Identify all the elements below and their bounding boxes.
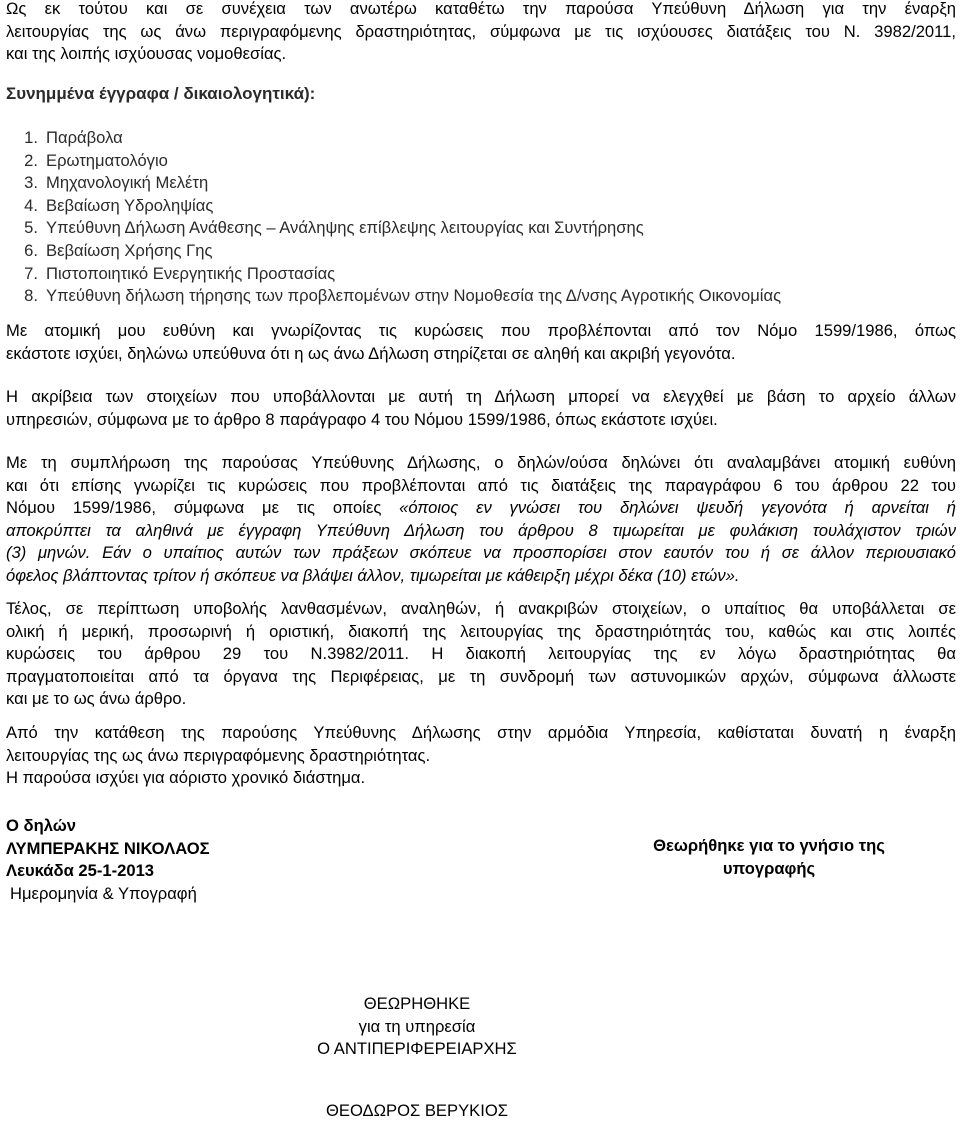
accuracy-line: υπηρεσιών, σύμφωνα με το άρθρο 8 παράγραφο 4 του Νόμου 1599/1986, όπως εκάστοτε ισχύει. — [6, 409, 718, 429]
approval-role: Ο ΑΝΤΙΠΕΡΙΦΕΡΕΙΑΡΧΗΣ — [317, 1039, 517, 1059]
accuracy-line: Η ακρίβεια των στοιχείων που υποβάλλονται με αυτή τη Δήλωση μπορεί να ελεγχθεί με βάση το αρχείο άλλων — [6, 387, 956, 406]
intro-line: και της λοιπής ισχύουσας νομοθεσίας. — [6, 44, 287, 64]
false-info-line: κυρώσεις του άρθρου 29 του Ν.3982/2011. Η διακοπή λειτουργίας της εν λόγω δραστηριότητας θα — [6, 644, 956, 664]
attachment-item — [6, 217, 946, 240]
item-number: 6. — [24, 240, 38, 260]
intro-paragraph — [6, 0, 956, 66]
attachments-heading: Συνημμένα έγγραφα / δικαιολογητικά): — [6, 84, 316, 103]
declarant-name: ΛΥΜΠΕΡΑΚΗΣ ΝΙΚΟΛΑΟΣ — [6, 838, 210, 858]
attachment-item — [6, 127, 946, 150]
item-number: 7. — [24, 263, 38, 283]
attachment-item — [6, 263, 946, 286]
attachments-list — [6, 127, 946, 308]
official-name: ΘΕΟΔΩΡΟΣ ΒΕΡΥΚΙΟΣ — [326, 1101, 508, 1120]
completion-line — [6, 497, 956, 520]
declarant-label: Ο δηλών — [6, 816, 76, 835]
item-label: Υπεύθυνη Δήλωση Ανάθεσης – Ανάληψης επίβλεψης λειτουργίας και Συντήρησης — [46, 218, 644, 238]
item-label: Παράβολα — [46, 128, 123, 147]
authenticity-block — [634, 835, 904, 880]
completion-line: και ότι επίσης γνωρίζει τις κυρώσεις που προβλέπονται από τις διατάξεις της παραγράφου 6 του άρθρου 22 του — [6, 475, 956, 495]
approval-service-line: για τη υπηρεσία — [358, 1016, 476, 1036]
completion-paragraph — [6, 452, 956, 588]
responsibility-line: Με ατομική μου ευθύνη και γνωρίζοντας τις κυρώσεις που προβλέπονται από τον Νόμο 1599/1986, όπως — [6, 321, 956, 340]
intro-line: Ως εκ τούτου και σε συνέχεια των ανωτέρω καταθέτω την παρούσα Υπεύθυνη Δήλωση για την έναρξη — [6, 0, 956, 18]
attachment-item — [6, 285, 946, 308]
item-label: Μηχανολογική Μελέτη — [46, 173, 209, 193]
false-info-paragraph — [6, 598, 956, 711]
responsibility-paragraph — [6, 320, 956, 365]
item-number: 5. — [24, 218, 38, 238]
approval-block — [262, 993, 572, 1061]
place-date: Λευκάδα 25-1-2013 — [6, 861, 155, 881]
attachment-item — [6, 150, 946, 173]
item-number: 2. — [24, 150, 38, 170]
date-signature-caption: Ημερομηνία & Υπογραφή — [10, 883, 197, 903]
declarant-signature-block — [6, 815, 210, 905]
item-label: Ερωτηματολόγιο — [46, 150, 168, 170]
completion-line-plain: Νόμου 1599/1986, σύμφωνα με τις οποίες — [6, 498, 400, 518]
item-label: Υπεύθυνη δήλωση τήρησης των προβλεπομένων στην Νομοθεσία της Δ/νσης Αγροτικής Οικονομίας — [46, 286, 782, 306]
item-label: Πιστοποιητικό Ενεργητικής Προστασίας — [46, 263, 336, 283]
attachment-item — [6, 240, 946, 263]
authenticity-line: Θεωρήθηκε για το γνήσιο της — [653, 836, 885, 855]
accuracy-paragraph — [6, 386, 956, 431]
completion-line: αποκρύπτει τα αληθινά με έγγραφη Υπεύθυνη Δήλωση του άρθρου 8 τιμωρείται με φυλάκιση τουλάχιστον τριών — [6, 520, 956, 540]
item-number: 4. — [24, 195, 38, 215]
item-label: Βεβαίωση Χρήσης Γης — [46, 240, 213, 260]
intro-line: λειτουργίας της ως άνω περιγραφόμενης δραστηριότητας, σύμφωνα με τις ισχύουσες διατάξεις του Ν. 3982/2011, — [6, 21, 956, 41]
completion-line-quote: «όποιος εν γνώσει του δηλώνει ψευδή γεγονότα ή αρνείται ή — [399, 498, 956, 518]
completion-line: όφελος βλάπτοντας τρίτον ή σκόπευε να βλάψει άλλον, τιμωρείται με κάθειρξη μέχρι δέκα (10) ετών». — [6, 565, 740, 585]
false-info-line: Τέλος, σε περίπτωση υποβολής λανθασμένων, αναληθών, ή ανακριβών στοιχείων, ο υπαίτιος θα υποβάλλεται σε — [6, 599, 956, 618]
completion-line: (3) μηνών. Εάν ο υπαίτιος αυτών των πράξεων σκόπευε να προσπορίσει στον εαυτόν του ή σε άλλον περιουσιακό — [6, 543, 956, 563]
start-line: λειτουργίας της ως άνω περιγραφόμενης δραστηριότητας. — [6, 745, 431, 765]
false-info-line: ολική ή μερική, προσωρινή ή οριστική, διακοπή της λειτουργίας της δραστηριότητάς του, καθώς και στις λοιπές — [6, 621, 956, 641]
item-number: 8. — [24, 286, 38, 306]
start-paragraph — [6, 722, 956, 790]
start-line: Από την κατάθεση της παρούσης Υπεύθυνης Δήλωσης στην αρμόδια Υπηρεσία, καθίσταται δυνατή η έναρξη — [6, 723, 956, 742]
approval-stamp-title: ΘΕΩΡΗΘΗΚΕ — [363, 994, 471, 1013]
false-info-line: και με το ως άνω άρθρο. — [6, 689, 187, 709]
item-number: 3. — [24, 173, 38, 193]
false-info-line: πραγματοποιείται από τα όργανα της Περιφέρειας, με τη συνδρομή των αστυνομικών αρχών, σύμφωνα άλλωστε — [6, 666, 956, 686]
responsibility-line: εκάστοτε ισχύει, δηλώνω υπεύθυνα ότι η ως άνω Δήλωση στηρίζεται σε αληθή και ακριβή γεγονότα. — [6, 343, 736, 363]
completion-line: Με τη συμπλήρωση της παρούσας Υπεύθυνης Δήλωσης, ο δηλών/ούσα δηλώνει ότι αναλαμβάνει ατομική ευθύνη — [6, 453, 956, 472]
start-line: Η παρούσα ισχύει για αόριστο χρονικό διάστημα. — [6, 768, 366, 788]
authenticity-line: υπογραφής — [722, 858, 816, 878]
attachment-item — [6, 195, 946, 218]
attachment-item — [6, 172, 946, 195]
item-number: 1. — [24, 128, 38, 147]
item-label: Βεβαίωση Υδροληψίας — [46, 195, 214, 215]
